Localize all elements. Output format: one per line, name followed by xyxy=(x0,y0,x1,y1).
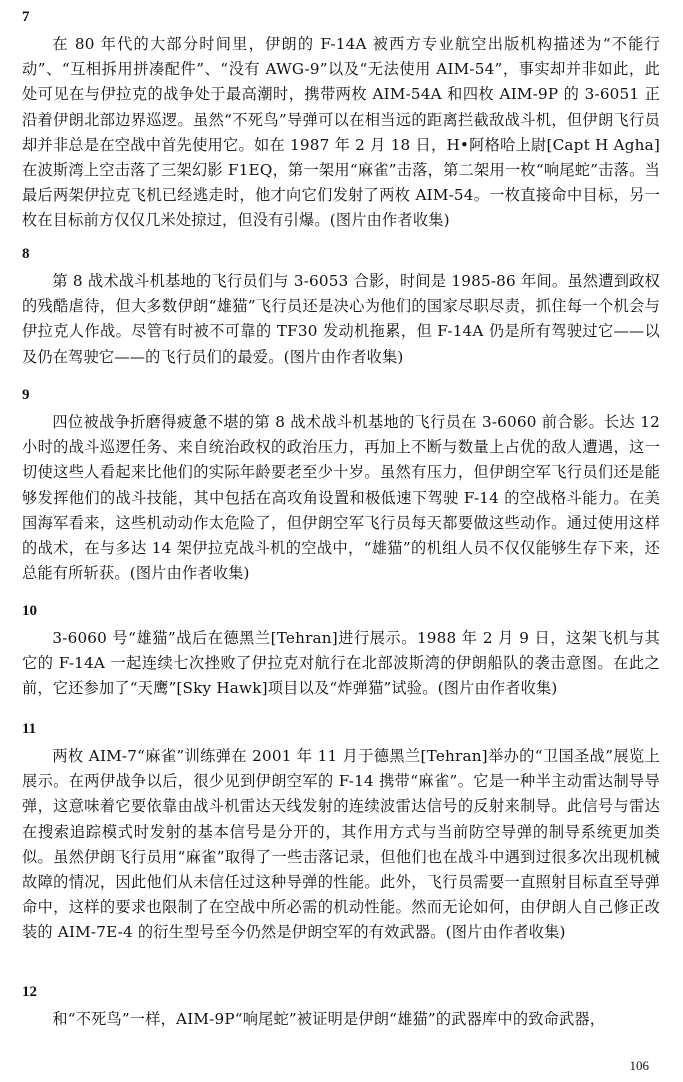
caption-text: 两枚 AIM-7“麻雀”训练弹在 2001 年 11 月于德黑兰[Tehran]举办的“卫国圣战”展览上展示。在两伊战争以后，很少见到伊朗空军的 F-14 携带“麻雀”。它是一种半主动雷达制导导弹，这意味着它要依靠由战斗机雷达天线发射的连续波雷达信号的反射来制导。此信号与雷达在搜索追踪模式时发射的基本信号是分开的，其作用方式与当前防空导弹的制导系统更加类似。虽然伊朗飞行员用“麻雀”取得了一些击落记录，但他们也在战斗中遇到过很多次出现机械故障的情况，因此他们从未信任过这种导弹的性能。此外，飞行员需要一直照射目标直至导弹命中，这样的要求也限制了在空战中所必需的机动性能。然而无论如何，由伊朗人自己修正改装的 AIM-7E-4 的衍生型号至今仍然是伊朗空军的有效武器。(图片由作者收集) xyxy=(22,747,660,942)
caption-number: 7 xyxy=(22,9,30,25)
caption-number: 10 xyxy=(22,603,37,619)
caption-number: 8 xyxy=(22,246,30,262)
caption-number: 12 xyxy=(22,984,37,1000)
caption-text: 第 8 战术战斗机基地的飞行员们与 3-6053 合影，时间是 1985-86 年间。虽然遭到政权的残酷虐待，但大多数伊朗“雄猫”飞行员还是决心为他们的国家尽职尽责，抓住每一个机会与伊拉克人作战。尽管有时被不可靠的 TF30 发动机拖累，但 F-14A 仍是所有驾驶过它——以及仍在驾驶它——的飞行员们的最爱。(图片由作者收集) xyxy=(22,272,660,366)
caption-7 xyxy=(22,8,660,234)
caption-11 xyxy=(22,720,660,946)
caption-10 xyxy=(22,602,660,702)
caption-number: 11 xyxy=(22,721,37,737)
caption-8 xyxy=(22,245,660,370)
caption-text: 和“不死鸟”一样，AIM-9P“响尾蛇”被证明是伊朗“雄猫”的武器库中的致命武器， xyxy=(52,1010,606,1028)
caption-text: 在 80 年代的大部分时间里，伊朗的 F-14A 被西方专业航空出版机构描述为“不能行动”、“互相拆用拼凑配件”、“没有 AWG-9”以及“无法使用 AIM-54”，事实却并非如此，此处可见在与伊拉克的战争处于最高潮时，携带两枚 AIM-54A 和四枚 AIM-9P 的 3-6051 正沿着伊朗北部边界巡逻。虽然“不死鸟”导弹可以在相当远的距离拦截敌战斗机，但伊朗飞行员却并非总是在空战中首先使用它。如在 1987 年 2 月 18 日，H•阿格哈上尉[Capt H Agha]在波斯湾上空击落了三架幻影 F1EQ，第一架用“麻雀”击落，第二架用一枚“响尾蛇”击落。当最后两架伊拉克飞机已经逃走时，他才向它们发射了两枚 AIM-54。一枚直接命中目标，另一枚在目标前方仅仅几米处掠过，但没有引爆。(图片由作者收集) xyxy=(22,35,660,230)
caption-text: 3-6060 号“雄猫”战后在德黑兰[Tehran]进行展示。1988 年 2 月 9 日，这架飞机与其它的 F-14A 一起连续七次挫败了伊拉克对航行在北部波斯湾的伊朗船队的袭击意图。在此之前，它还参加了“天鹰”[Sky Hawk]项目以及“炸弹猫”试验。(图片由作者收集) xyxy=(22,629,660,698)
caption-12 xyxy=(22,983,660,1032)
page-number: 106 xyxy=(629,1058,649,1073)
caption-text: 四位被战争折磨得疲惫不堪的第 8 战术战斗机基地的飞行员在 3-6060 前合影。长达 12 小时的战斗巡逻任务、来自统治政权的政治压力，再加上不断与数量上占优的敌人遭遇，这一切使这些人看起来比他们的实际年龄要老至少十岁。虽然有压力，但伊朗空军飞行员们还是能够发挥他们的战斗技能，其中包括在高攻角设置和极低速下驾驶 F-14 的空战格斗能力。在美国海军看来，这些机动动作太危险了，但伊朗空军飞行员每天都要做这些动作。通过使用这样的战术，在与多达 14 架伊拉克战斗机的空战中，“雄猫”的机组人员不仅仅能够生存下来，还总能有所斩获。(图片由作者收集) xyxy=(22,413,660,583)
caption-number: 9 xyxy=(22,387,30,403)
caption-9 xyxy=(22,386,660,586)
